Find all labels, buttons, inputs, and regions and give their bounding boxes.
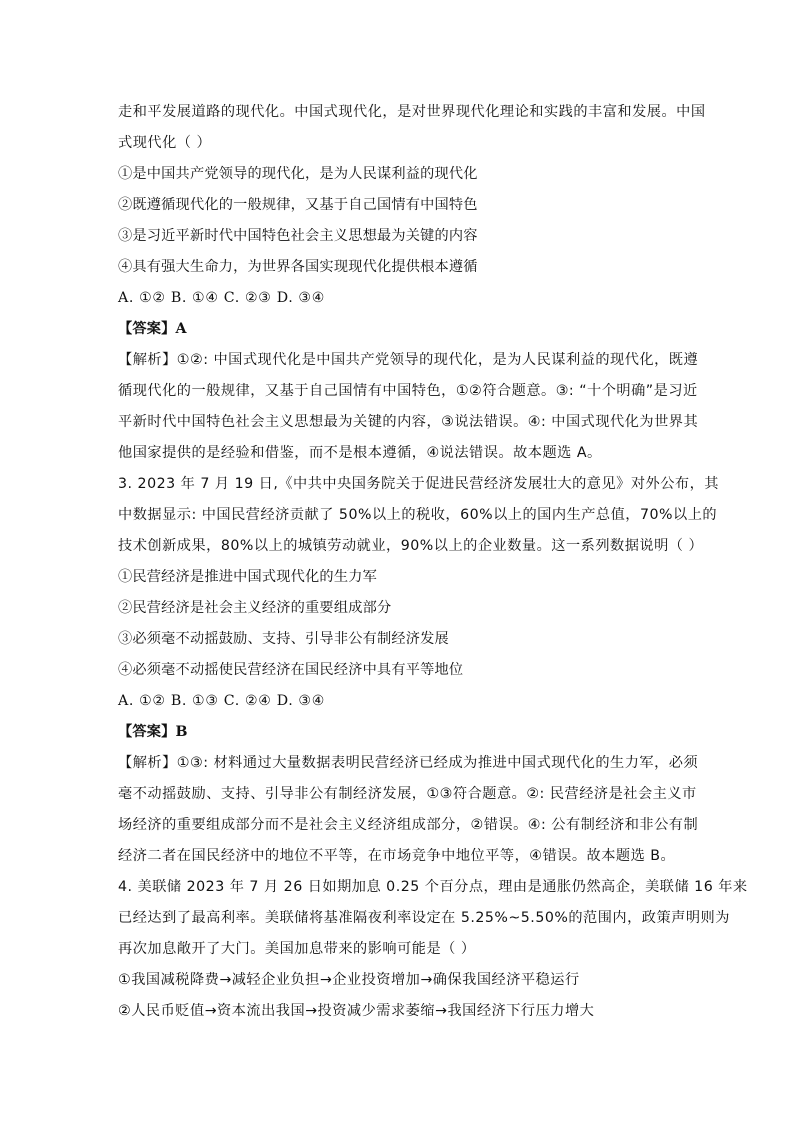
question-2-stem-line-2: 式现代化（ ） xyxy=(118,135,212,151)
answer-choices: A. ①② B. ①③ C. ②④ D. ③④ xyxy=(118,693,326,709)
question-3-stem-line-2: 中数据显示: 中国民营经济贡献了 50%以上的税收，60%以上的国内生产总值，70%以上的 xyxy=(118,507,718,523)
analysis-line-2: 毫不动摇鼓励、支持、引导非公有制经济发展，①③符合题意。②: 民营经济是社会主义市 xyxy=(118,786,697,802)
analysis-line-4: 经济二者在国民经济中的地位不平等，在市场竞争中地位平等，④错误。故本题选 B。 xyxy=(118,848,676,864)
option-statement-2: ②既遵循现代化的一般规律，又基于自己国情有中国特色 xyxy=(118,197,478,213)
question-3-stem-line-3: 技术创新成果，80%以上的城镇劳动就业，90%以上的企业数量。这一系列数据说明（ ） xyxy=(118,538,704,554)
question-4-stem-line-2: 已经达到了最高利率。美联储将基准隔夜利率设定在 5.25%~5.50%的范围内，政策声明则为 xyxy=(118,910,730,926)
analysis-line-3: 场经济的重要组成部分而不是社会主义经济组成部分，②错误。④: 公有制经济和非公有制 xyxy=(118,817,699,833)
option-statement-3: ③是习近平新时代中国特色社会主义思想最为关键的内容 xyxy=(118,228,478,244)
answer-choices: A. ①② B. ①④ C. ②③ D. ③④ xyxy=(118,290,326,306)
option-statement-1: ①是中国共产党领导的现代化，是为人民谋利益的现代化 xyxy=(118,166,478,182)
option-statement-4: ④具有强大生命力，为世界各国实现现代化提供根本遵循 xyxy=(118,259,478,275)
analysis-line-3: 平新时代中国特色社会主义思想最为关键的内容，③说法错误。④: 中国式现代化为世界其 xyxy=(118,414,699,430)
option-statement-3: ③必须毫不动摇鼓励、支持、引导非公有制经济发展 xyxy=(118,631,449,647)
question-4-stem-line-1: 4. 美联储 2023 年 7 月 26 日如期加息 0.25 个百分点，理由是通胀仍然高企，美联储 16 年来 xyxy=(118,879,748,895)
question-4-stem-line-3: 再次加息敞开了大门。美国加息带来的影响可能是（ ） xyxy=(118,941,476,957)
answer-label: 【答案】B xyxy=(118,724,188,740)
analysis-line-1: 【解析】①②: 中国式现代化是中国共产党领导的现代化，是为人民谋利益的现代化，既遵 xyxy=(118,352,699,368)
option-statement-1: ①民营经济是推进中国式现代化的生力军 xyxy=(118,569,377,585)
option-statement-1: ①我国减税降费→减轻企业负担→企业投资增加→确保我国经济平稳运行 xyxy=(118,972,580,988)
analysis-line-2: 循现代化的一般规律，又基于自己国情有中国特色，①②符合题意。③: “十个明确”是习近 xyxy=(118,383,698,399)
answer-label: 【答案】A xyxy=(118,321,187,337)
option-statement-2: ②民营经济是社会主义经济的重要组成部分 xyxy=(118,600,392,616)
question-3-stem-line-1: 3. 2023 年 7 月 19 日,《中共中央国务院关于促进民营经济发展壮大的意见》对外公布，其 xyxy=(118,476,719,492)
question-2-stem-line-1: 走和平发展道路的现代化。中国式现代化，是对世界现代化理论和实践的丰富和发展。中国 xyxy=(118,104,706,120)
option-statement-4: ④必须毫不动摇使民营经济在国民经济中具有平等地位 xyxy=(118,662,464,678)
option-statement-2: ②人民币贬值→资本流出我国→投资减少需求萎缩→我国经济下行压力增大 xyxy=(118,1003,595,1019)
analysis-line-1: 【解析】①③: 材料通过大量数据表明民营经济已经成为推进中国式现代化的生力军，必须 xyxy=(118,755,699,771)
analysis-line-4: 他国家提供的是经验和借鉴，而不是根本遵循，④说法错误。故本题选 A。 xyxy=(118,445,602,461)
